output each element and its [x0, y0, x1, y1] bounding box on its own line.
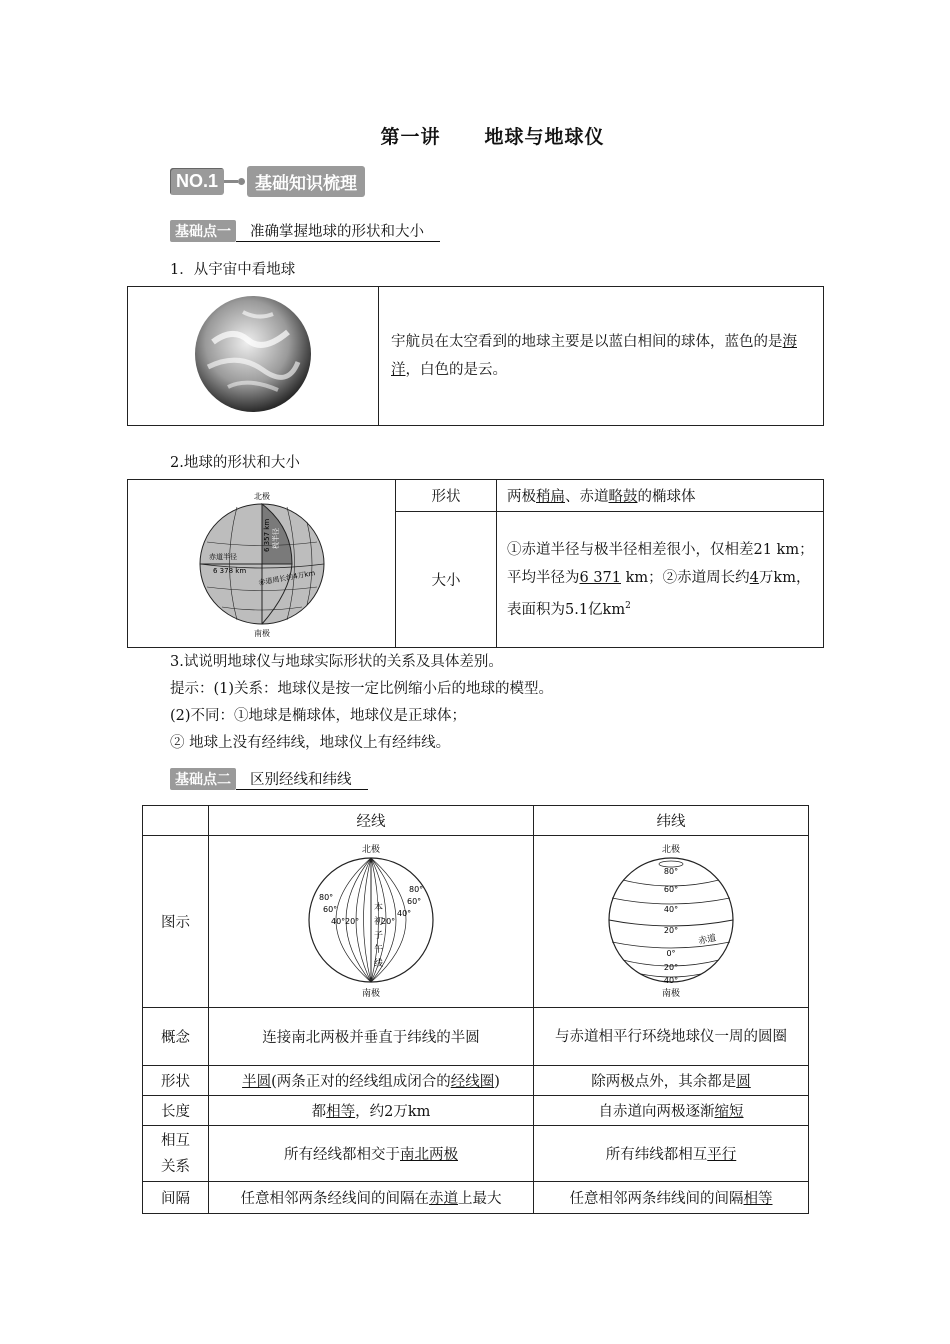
mer-deg-left-3: 40° [331, 916, 346, 926]
parallel-figure [601, 840, 741, 1000]
point1-heading: 准确掌握地球的形状和大小 [236, 220, 440, 242]
mer-deg-right-1: 80° [409, 884, 424, 894]
banner-number: NO.1 [170, 168, 224, 195]
page-title: 第一讲 地球与地球仪 [380, 126, 605, 148]
mer-deg-left-1: 80° [319, 892, 334, 902]
size-desc: ①赤道半径与极半径相差很小，仅相差21 km；平均半径为6 371 km；②赤道周长约4万km，表面积为5.1亿$km^2$ [497, 512, 824, 648]
mer-deg-right-2: 60° [407, 896, 422, 906]
fig-polar-label: 极半径 [271, 527, 280, 549]
shape-size-table [127, 479, 824, 648]
s3-line2: (2)不同：①地球是椭球体，地球仪是正球体； [170, 708, 467, 724]
row-concept-meridian: 连接南北两极并垂直于纬线的半圆 [209, 1008, 534, 1066]
mer-prime-5: 线 [374, 958, 384, 969]
col-parallel: 纬线 [534, 806, 809, 836]
earth-from-space-table [127, 286, 824, 426]
meridian-parallel-table [142, 805, 809, 1214]
row-interval-meridian: 任意相邻两条经线间的间隔在赤道上最大 [209, 1182, 534, 1214]
row-interval-label: 间隔 [143, 1182, 209, 1214]
fig-row-label: 图示 [143, 836, 209, 1008]
fig-north-label: 北极 [253, 491, 270, 501]
row-length-parallel: 自赤道向两极逐渐缩短 [534, 1096, 809, 1126]
par-deg-4: 20° [663, 925, 679, 935]
mer-south: 南极 [361, 988, 381, 999]
earth-photo-cell [128, 287, 379, 426]
row-shape-meridian: 半圆(两条正对的经线组成闭合的经线圈) [209, 1066, 534, 1096]
section-banner [170, 166, 365, 196]
fig-eq-radius: 6 378 km [212, 566, 246, 575]
mer-prime-3: 子 [374, 930, 384, 941]
par-deg-2: 60° [663, 884, 679, 894]
meridian-figure [301, 840, 441, 1000]
earth-shape-figure [187, 487, 337, 637]
point2-header [170, 768, 368, 790]
row-relation-label: 相互关系 [143, 1126, 209, 1182]
s3-line1: 提示：(1)关系：地球仪是按一定比例缩小后的地球的模型。 [170, 681, 554, 697]
par-deg-5: 0° [666, 948, 676, 958]
s3-heading: 3.试说明地球仪与地球实际形状的关系及具体差别。 [170, 654, 503, 670]
banner-text: 基础知识梳理 [247, 166, 365, 197]
fig-circumference: 赤道周长约4万km [257, 568, 316, 587]
row-interval-parallel: 任意相邻两条纬线间的间隔相等 [534, 1182, 809, 1214]
shape-desc: 两极稍扁、赤道略鼓的椭球体 [497, 480, 824, 512]
par-equator: 赤道 [697, 932, 718, 947]
earth-desc: 宇航员在太空看到的地球主要是以蓝白相间的球体，蓝色的是海洋，白色的是云。 [379, 287, 824, 426]
mer-deg-left-4: 20° [345, 916, 360, 926]
point1-header [170, 220, 440, 242]
fig-south-label: 南极 [253, 628, 270, 637]
mer-prime-2: 初 [374, 916, 384, 927]
point2-tag: 基础点二 [170, 768, 236, 790]
s1-heading: 1．从宇宙中看地球 [170, 262, 296, 278]
point2-heading: 区别经线和纬线 [236, 768, 368, 790]
mer-deg-left-2: 60° [323, 904, 338, 914]
row-concept-label: 概念 [143, 1008, 209, 1066]
mer-north: 北极 [361, 844, 381, 855]
par-deg-3: 40° [663, 904, 679, 914]
s2-heading: 2.地球的形状和大小 [170, 455, 300, 471]
fig-eq-radius-label: 赤道半径 [208, 552, 237, 561]
par-deg-1: 80° [663, 866, 679, 876]
par-north: 北极 [661, 844, 681, 855]
row-relation-parallel: 所有纬线都相互平行 [534, 1126, 809, 1182]
fig-polar-radius: 6 357 km [262, 518, 271, 552]
earth-shape-figure-cell [128, 480, 396, 648]
mer-deg-right-4: 20° [381, 916, 396, 926]
row-length-meridian: 都相等，约2万km [209, 1096, 534, 1126]
row-concept-parallel: 与赤道相平行环绕地球仪一周的圆圈 [534, 1008, 809, 1066]
par-south: 南极 [661, 988, 681, 999]
row-relation-meridian: 所有经线都相交于南北两极 [209, 1126, 534, 1182]
point1-tag: 基础点一 [170, 220, 236, 242]
col-meridian: 经线 [209, 806, 534, 836]
par-deg-6: 20° [663, 962, 679, 972]
mer-deg-right-3: 40° [397, 908, 412, 918]
earth-photo-image [188, 292, 318, 417]
size-label: 大小 [396, 512, 497, 648]
mer-prime-4: 午 [374, 944, 384, 955]
shape-label: 形状 [396, 480, 497, 512]
parallel-figure-cell [534, 836, 809, 1008]
par-deg-7: 40° [663, 975, 679, 985]
row-length-label: 长度 [143, 1096, 209, 1126]
s3-line3: ② 地球上没有经纬线，地球仪上有经纬线。 [170, 735, 451, 751]
meridian-figure-cell [209, 836, 534, 1008]
row-shape-parallel: 除两极点外，其余都是圆 [534, 1066, 809, 1096]
mer-prime-1: 本 [374, 902, 384, 913]
row-shape-label: 形状 [143, 1066, 209, 1096]
